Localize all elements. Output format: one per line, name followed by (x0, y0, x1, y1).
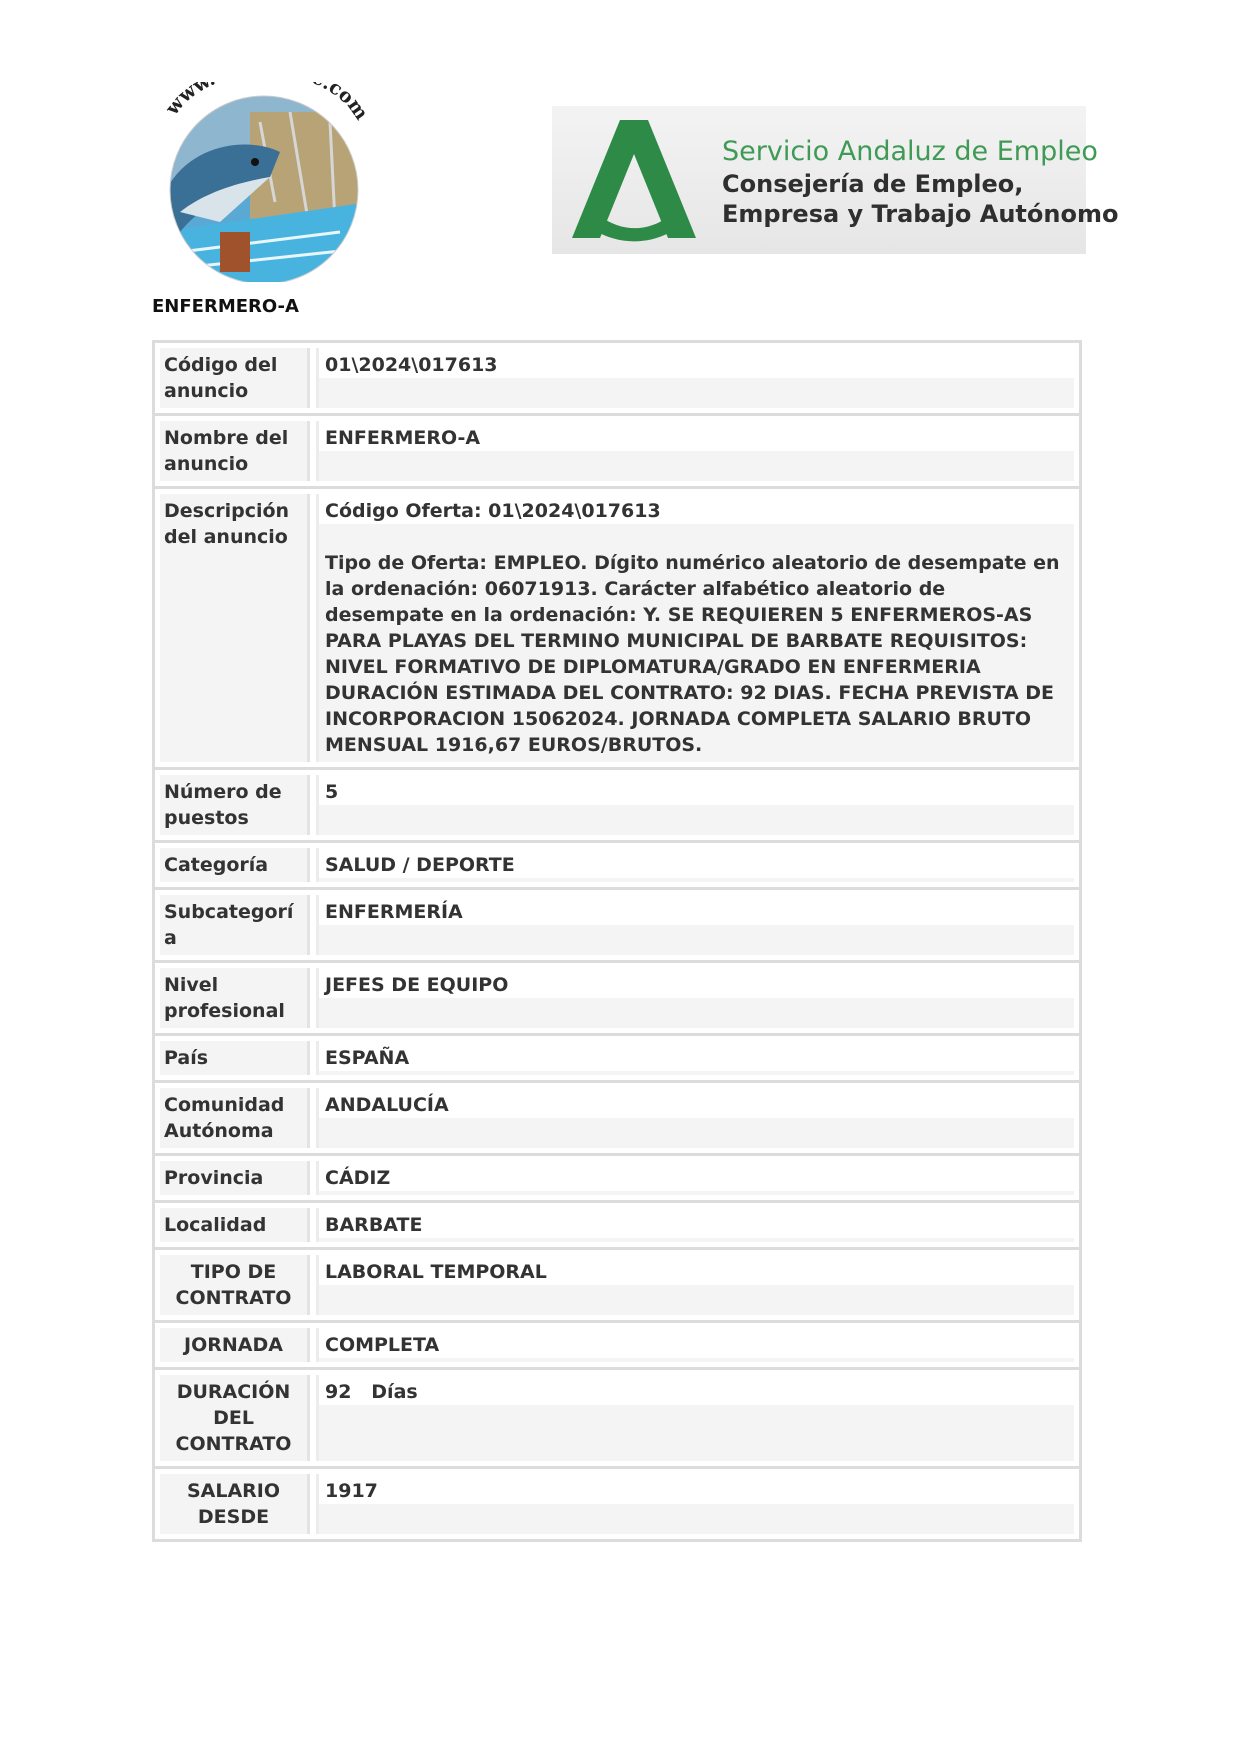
row-value: COMPLETA (316, 1328, 1074, 1362)
table-row (155, 843, 1079, 890)
table-row (155, 1036, 1079, 1083)
enbarbate-logo (160, 82, 370, 282)
page-title: ENFERMERO-A (152, 296, 299, 317)
row-value: 1917 (316, 1474, 1074, 1534)
row-label: Código del anuncio (160, 348, 310, 408)
row-value: ENFERMERO-A (316, 421, 1074, 481)
row-label: Nivel profesional (160, 968, 310, 1028)
logo-arc-text: www .com (161, 82, 370, 124)
table-row (155, 489, 1079, 770)
row-label: DURACIÓN DEL CONTRATO (160, 1375, 310, 1461)
table-row (155, 1469, 1079, 1542)
table-row (155, 1083, 1079, 1156)
row-label: País (160, 1041, 310, 1075)
table-row (155, 770, 1079, 843)
row-value: 5 (316, 775, 1074, 835)
row-label: TIPO DE CONTRATO (160, 1255, 310, 1315)
row-label: Nombre del anuncio (160, 421, 310, 481)
description-code: Código Oferta: 01\2024\017613 (325, 500, 661, 522)
sae-name: Servicio Andaluz de Empleo (722, 136, 1098, 167)
row-label: Categoría (160, 848, 310, 882)
row-label: Subcategoría (160, 895, 310, 955)
row-value: ENFERMERÍA (316, 895, 1074, 955)
row-value: 01\2024\017613 (316, 348, 1074, 408)
row-label: SALARIO DESDE (160, 1474, 310, 1534)
table-row (155, 1156, 1079, 1203)
table-row (155, 343, 1079, 416)
row-value: 92 Días (316, 1375, 1074, 1461)
description-body: Tipo de Oferta: EMPLEO. Dígito numérico aleatorio de desempate en la ordenación: 06071913. Carácter alfabético aleatorio de desempate en la ordenación: Y. SE REQUIEREN 5 ENFERMEROS-AS PARA PLAYAS DEL TERMINO MUNICIPAL DE BARBATE REQUISITOS: NIVEL FORMATIVO DE DIPLOMATURA/GRADO EN ENFERMERIA DURACIÓN ESTIMADA DEL CONTRATO: 92 DIAS. FECHA PREVISTA DE INCORPORACION 15062024. JORNADA COMPLETA SALARIO BRUTO MENSUAL 1916,67 EUROS/BRUTOS. (325, 552, 1060, 756)
table-row (155, 963, 1079, 1036)
table-row (155, 416, 1079, 489)
job-offer-table (152, 340, 1082, 1542)
row-value: BARBATE (316, 1208, 1074, 1242)
row-label: Comunidad Autónoma (160, 1088, 310, 1148)
sae-line-1: Consejería de Empleo, (722, 170, 1024, 198)
row-value: ANDALUCÍA (316, 1088, 1074, 1148)
table-row (155, 1323, 1079, 1370)
table-row (155, 890, 1079, 963)
row-value (316, 494, 1074, 762)
row-label: Descripción del anuncio (160, 494, 310, 762)
row-label: Localidad (160, 1208, 310, 1242)
row-label: Provincia (160, 1161, 310, 1195)
row-label: JORNADA (160, 1328, 310, 1362)
row-value: LABORAL TEMPORAL (316, 1255, 1074, 1315)
table-row (155, 1250, 1079, 1323)
row-label: Número de puestos (160, 775, 310, 835)
junta-a-icon (564, 106, 704, 254)
row-value: SALUD / DEPORTE (316, 848, 1074, 882)
sae-line-2: Empresa y Trabajo Autónomo (722, 200, 1119, 228)
table-row (155, 1370, 1079, 1469)
row-value: ESPAÑA (316, 1041, 1074, 1075)
row-value: CÁDIZ (316, 1161, 1074, 1195)
sae-logo (552, 106, 1119, 254)
row-value: JEFES DE EQUIPO (316, 968, 1074, 1028)
table-row (155, 1203, 1079, 1250)
